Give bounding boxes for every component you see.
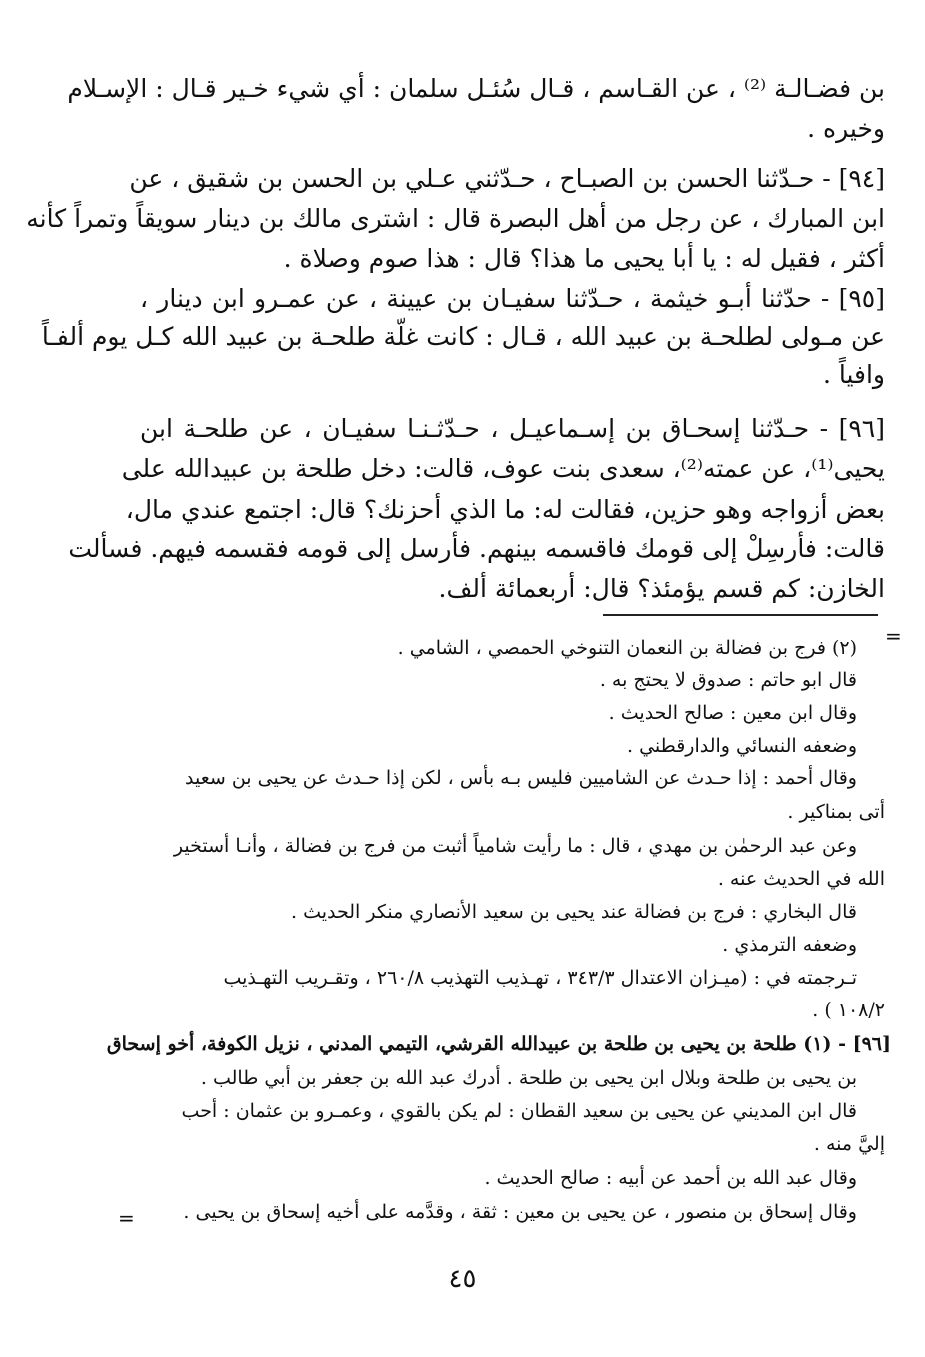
footnote-line: وعن عبد الرحمٰن بن مهدي ، قال : ما رأيت شامياً أثبت من فرج بن فضالة ، وأنـا أستخير	[173, 835, 857, 857]
footnote-line: وقال إسحاق بن منصور ، عن يحيى بن معين : ثقة ، وقدَّمه على أخيه إسحاق بن يحيى .	[183, 1201, 857, 1223]
main-text-line: عن مـولى لطلحـة بن عبيد الله ، قـال : كانت غلّة طلحـة بن عبيد الله كـل يوم ألفـاً	[41, 322, 885, 351]
main-text-line: وخيره .	[807, 114, 885, 143]
footnote-96-line: [٩٦] - (١) طلحة بن يحيى بن طلحة بن عبيدالله القرشي، التيمي المدني ، نزيل الكوفة، أخو إسحاق	[106, 1033, 891, 1055]
main-text-line: ابن المبارك ، عن رجل من أهل البصرة قال : اشترى مالك بن دينار سويقاً وتمراً كأنه	[26, 204, 885, 233]
footnote-line: قال ابو حاتم : صدوق لا يحتج به .	[599, 669, 857, 691]
footnote-line: وقال أحمد : إذا حـدث عن الشاميين فليس بـه بأس ، لكن إذا حـدث عن يحيى بن سعيد	[185, 767, 857, 789]
footnote-line: إليَّ منه .	[813, 1133, 885, 1155]
main-text-line: أكثر ، فقيل له : يا أبا يحيى ما هذا؟ قال : هذا صوم وصلاة .	[283, 244, 885, 273]
main-text-line: وافياً .	[822, 360, 885, 389]
hadith-94-line: [٩٤] - حـدّثنا الحسن بن الصبـاح ، حـدّثني عـلي بن الحسن بن شقيق ، عن	[129, 164, 885, 193]
hadith-96-line: [٩٦] - حـدّثنا إسحـاق بن إسـماعيـل ، حـدّثـنـا سفيـان ، عن طلحـة ابن	[140, 414, 885, 443]
hadith-95-line: [٩٥] - حدّثنا أبـو خيثمة ، حـدّثنا سفيـان بن عيينة ، عن عمـرو ابن دينار ،	[140, 284, 885, 313]
footnote-separator	[603, 614, 878, 616]
footnote-line: قال ابن المديني عن يحيى بن سعيد القطان : لم يكن بالقوي ، وعمـرو بن عثمان : أحب	[181, 1100, 857, 1122]
footnote-line: وضعفه الترمذي .	[722, 934, 857, 956]
footnote-line: الله في الحديث عنه .	[717, 868, 885, 890]
footnote-line: وقال عبد الله بن أحمد عن أبيه : صالح الحديث .	[484, 1167, 857, 1189]
footnote-line: (٢) فرج بن فضالة بن النعمان التنوخي الحمصي ، الشامي .	[397, 637, 857, 659]
main-text-line: قالت: فأرسِلْ إلى قومك فاقسمه بينهم. فأرسل إلى قومه فقسمه فيهم. فسألت	[68, 534, 885, 563]
page-number: ٤٥	[448, 1264, 477, 1294]
main-text-line: بعض أزواجه وهو حزين، فقالت له: ما الذي أحزنك؟ قال: اجتمع عندي مال،	[125, 495, 885, 524]
footnote-line: أتى بمناكير .	[787, 801, 885, 823]
continuation-mark-top: =	[885, 624, 902, 648]
footnote-line: تـرجمته في : (ميـزان الاعتدال ٣٤٣/٣ ، تهـذيب التهذيب ٢٦٠/٨ ، وتقـريب التهـذيب	[223, 967, 857, 989]
footnote-line: بن يحيى بن طلحة وبلال ابن يحيى بن طلحة . أدرك عبد الله بن جعفر بن أبي طالب .	[200, 1067, 857, 1089]
main-text-line: يحيى⁽¹⁾، عن عمته⁽²⁾، سعدى بنت عوف، قالت: دخل طلحة بن عبيدالله على	[121, 454, 885, 483]
main-text-line: بن فضـالـة ⁽²⁾ ، عن القـاسم ، قـال سُئـل سلمان : أي شيء خـير قـال : الإسـلام	[67, 74, 885, 103]
main-text-line: الخازن: كم قسم يؤمئذ؟ قال: أربعمائة ألف.	[438, 574, 885, 603]
footnote-line: ١٠٨/٢ ) .	[812, 999, 885, 1021]
footnote-line: وضعفه النسائي والدارقطني .	[626, 735, 857, 757]
footnote-line: قال البخاري : فرج بن فضالة عند يحيى بن سعيد الأنصاري منكر الحديث .	[290, 901, 857, 923]
continuation-mark-bottom: =	[118, 1206, 135, 1230]
footnote-line: وقال ابن معين : صالح الحديث .	[608, 702, 857, 724]
